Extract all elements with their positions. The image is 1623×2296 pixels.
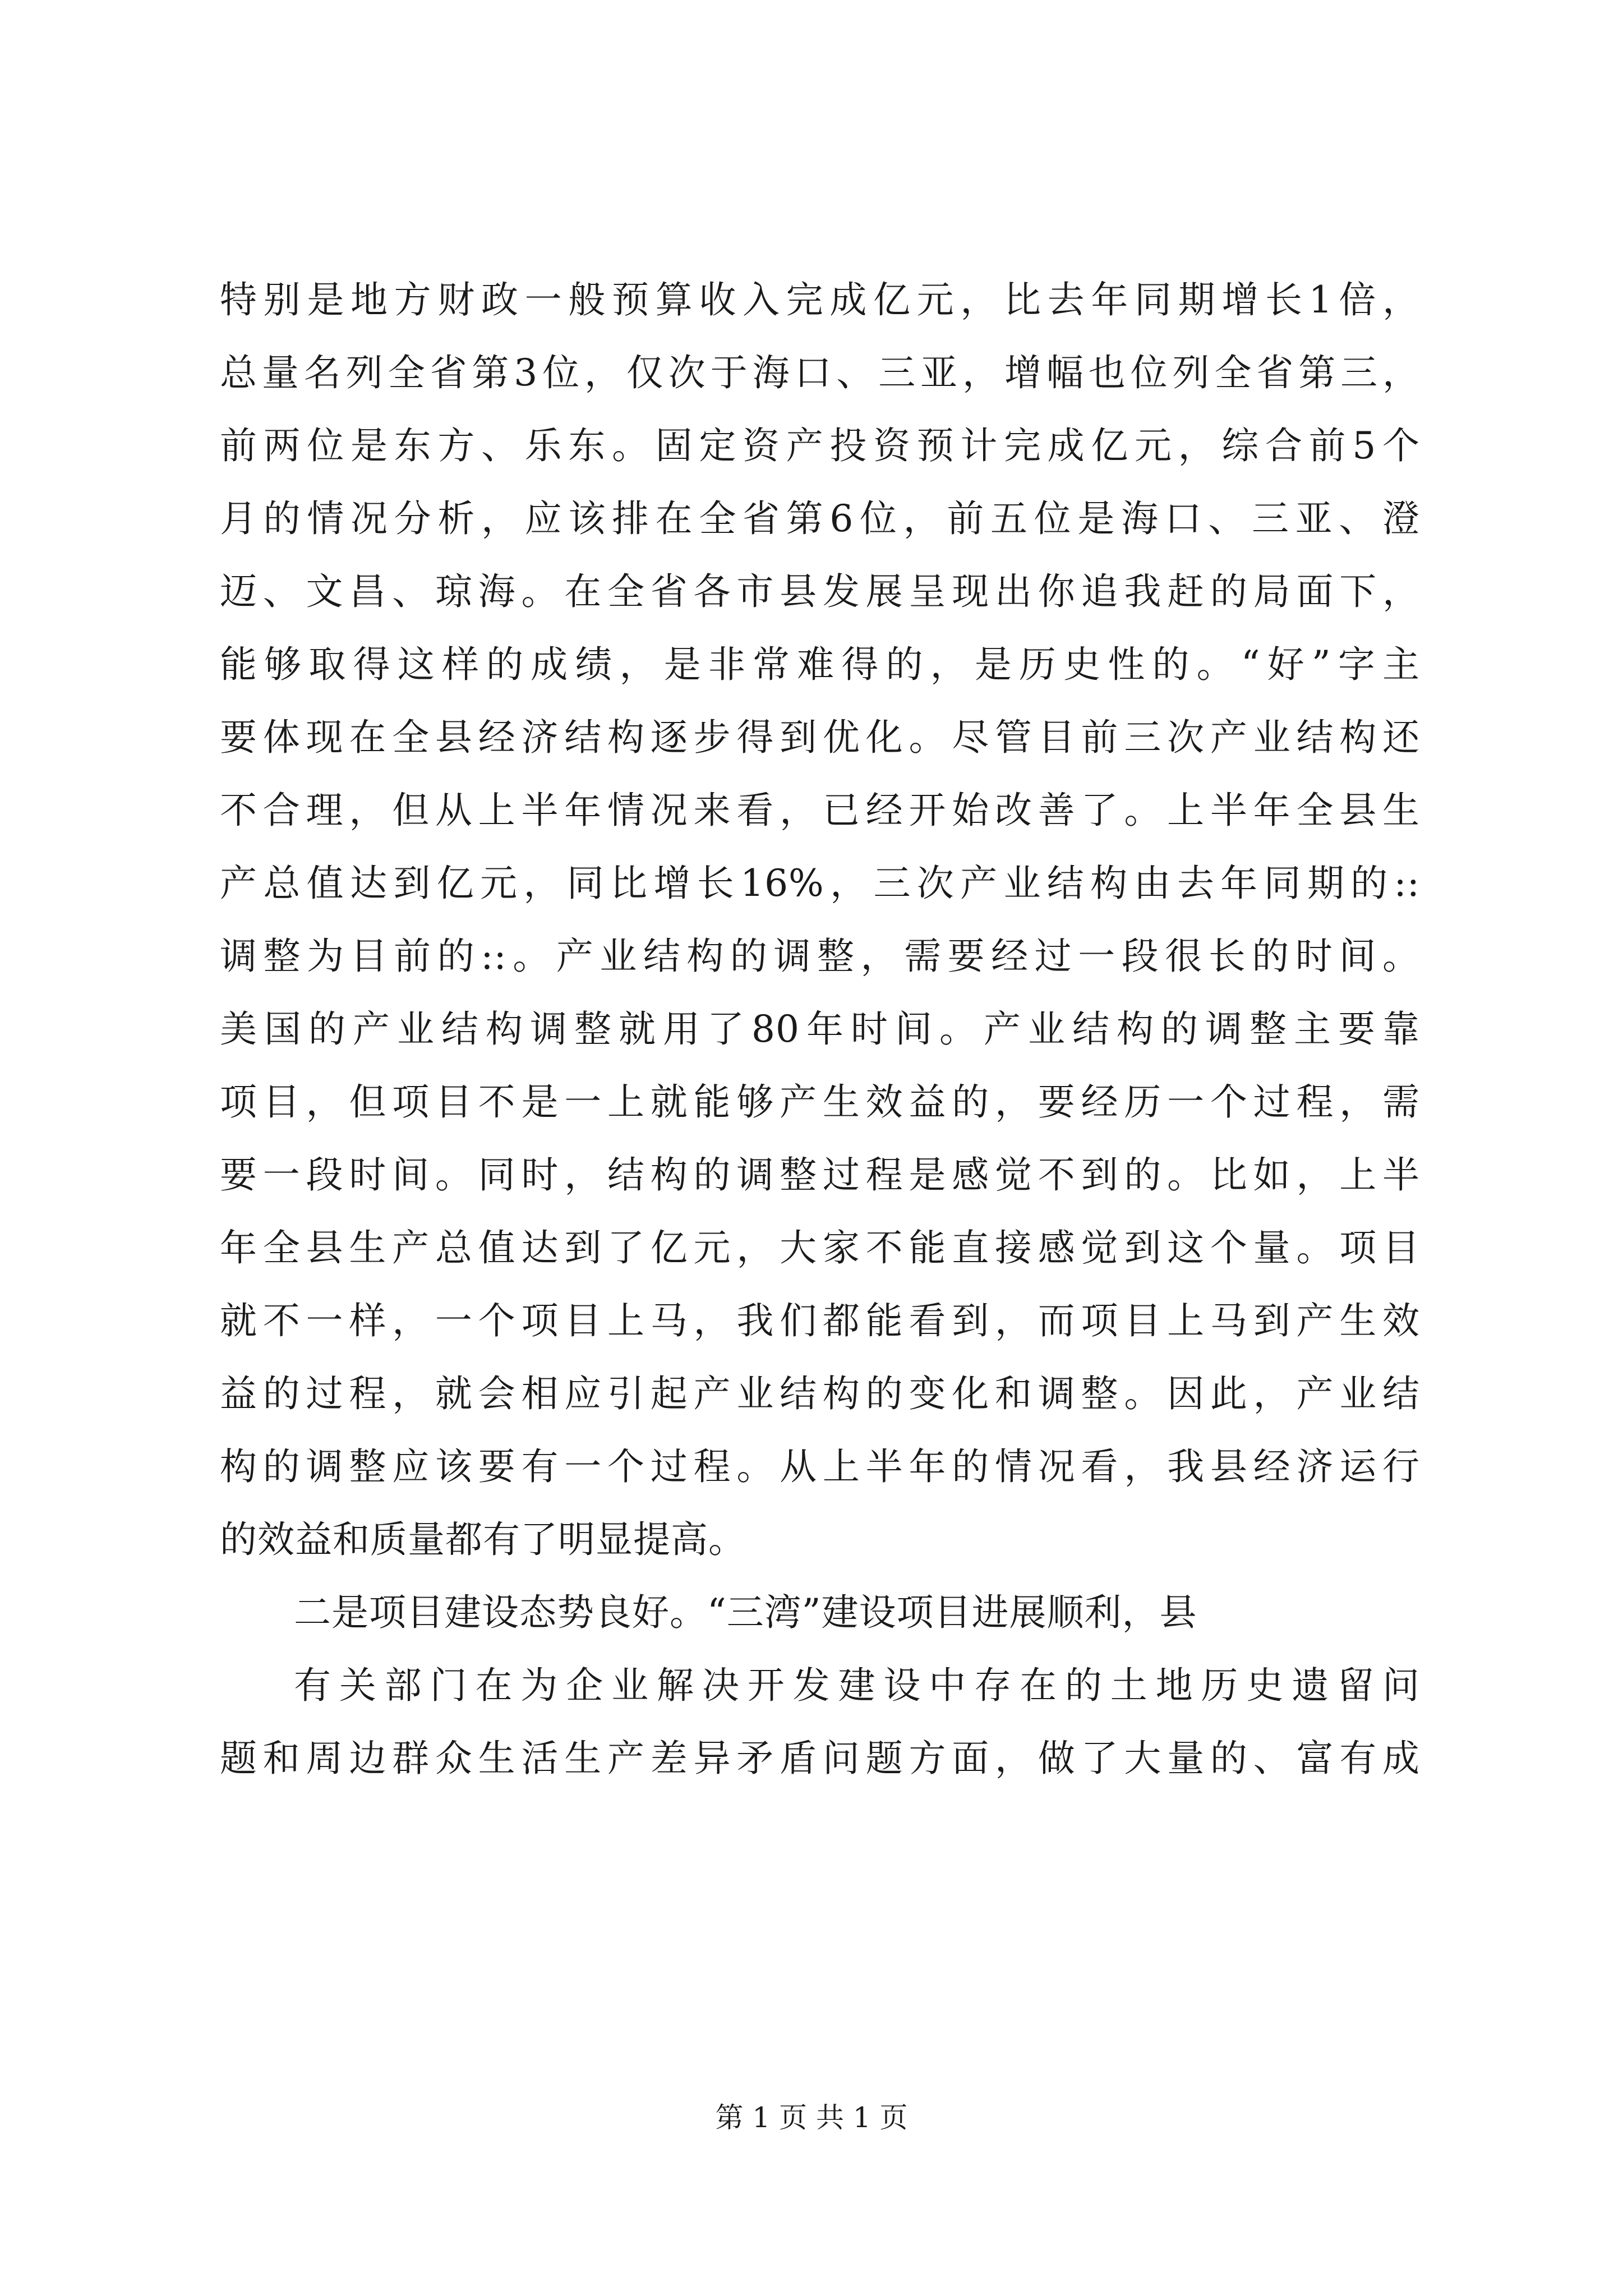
text-line: 不合理，但从上半年情况来看，已经开始改善了。上半年全县生 xyxy=(220,789,1420,832)
document-body xyxy=(220,264,1420,1795)
paragraph-first-line: 有关部门在为企业解决开发建设中存在的土地历史遗留问 xyxy=(294,1664,1420,1707)
text-line: 能够取得这样的成绩，是非常难得的，是历史性的。“好”字主 xyxy=(220,643,1420,686)
text-line: 前两位是东方、乐东。固定资产投资预计完成亿元，综合前5个 xyxy=(220,424,1420,467)
text-line: 月的情况分析，应该排在全省第6位，前五位是海口、三亚、澄 xyxy=(220,497,1420,540)
text-line: 特别是地方财政一般预算收入完成亿元，比去年同期增长1倍， xyxy=(220,278,1420,321)
text-line: 总量名列全省第3位，仅次于海口、三亚，增幅也位列全省第三， xyxy=(220,351,1420,394)
text-line: 构的调整应该要有一个过程。从上半年的情况看，我县经济运行 xyxy=(220,1445,1420,1488)
text-line: 项目，但项目不是一上就能够产生效益的，要经历一个过程，需 xyxy=(220,1080,1420,1124)
text-line: 调整为目前的::。产业结构的调整，需要经过一段很长的时间。 xyxy=(220,935,1420,978)
text-line: 题和周边群众生活生产差异矛盾问题方面，做了大量的、富有成 xyxy=(220,1737,1420,1780)
page-number: 第 1 页 共 1 页 xyxy=(715,2101,908,2134)
text-line: 的效益和质量都有了明显提高。 xyxy=(220,1518,746,1561)
text-line: 年全县生产总值达到了亿元，大家不能直接感觉到这个量。项目 xyxy=(220,1226,1420,1269)
text-line: 迈、文昌、琼海。在全省各市县发展呈现出你追我赶的局面下， xyxy=(220,570,1420,613)
text-line: 就不一样，一个项目上马，我们都能看到，而项目上马到产生效 xyxy=(220,1299,1420,1342)
text-line: 美国的产业结构调整就用了80年时间。产业结构的调整主要靠 xyxy=(220,1007,1420,1051)
text-line: 要体现在全县经济结构逐步得到优化。尽管目前三次产业结构还 xyxy=(220,716,1420,759)
text-line: 产总值达到亿元，同比增长16%，三次产业结构由去年同期的:: xyxy=(220,862,1420,905)
text-line: 要一段时间。同时，结构的调整过程是感觉不到的。比如，上半 xyxy=(220,1153,1420,1197)
page-footer xyxy=(0,2098,1623,2137)
text-line: 益的过程，就会相应引起产业结构的变化和调整。因此，产业结 xyxy=(220,1372,1420,1415)
paragraph-first-line: 二是项目建设态势良好。“三湾”建设项目进展顺利，县 xyxy=(294,1591,1197,1634)
